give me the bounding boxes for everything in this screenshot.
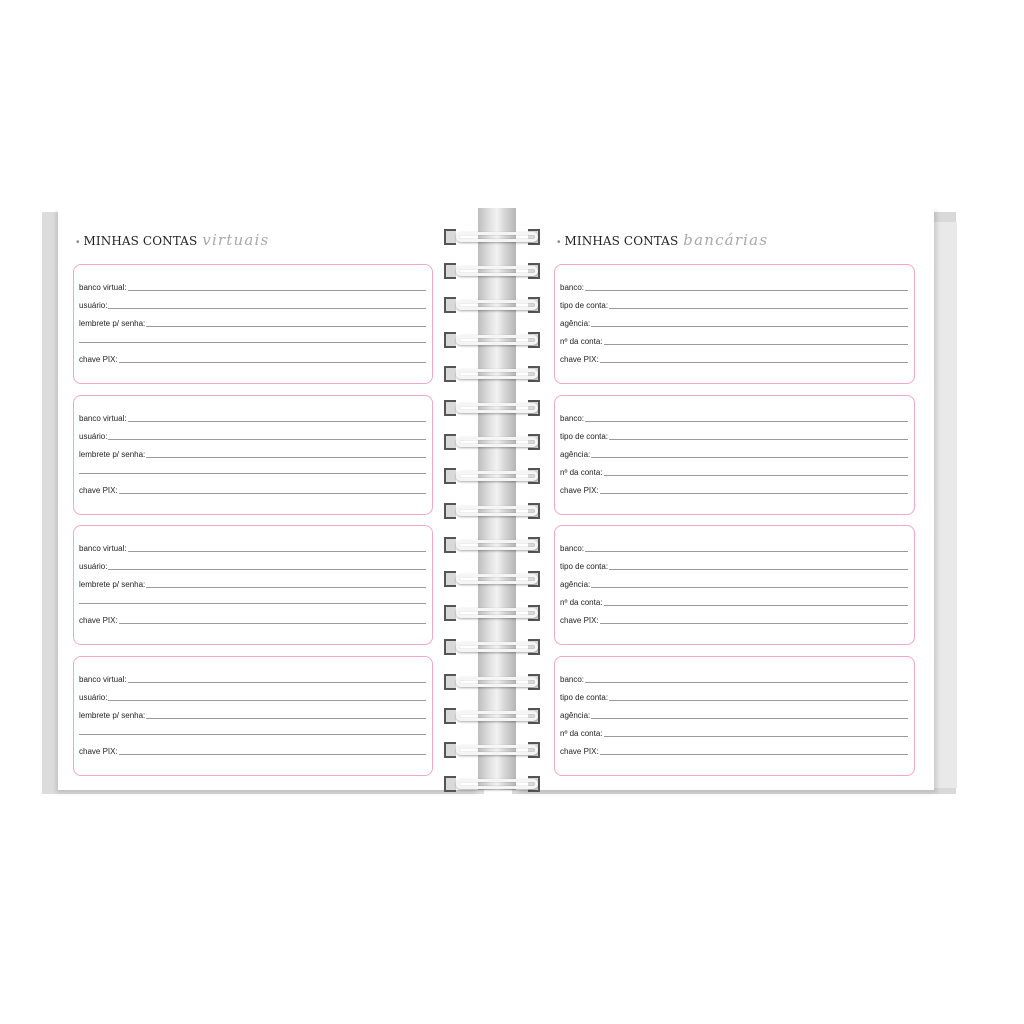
field-label: chave PIX: — [79, 486, 118, 495]
field-label: agência: — [560, 450, 591, 459]
field-row[interactable] — [560, 703, 908, 721]
heading-script-text: bancárias — [683, 231, 769, 249]
field-label: banco virtual: — [79, 675, 127, 684]
bank-account-card — [554, 656, 915, 776]
field-label: agência: — [560, 711, 591, 720]
field-row[interactable] — [560, 572, 908, 590]
field-row[interactable] — [560, 739, 908, 757]
virtual-account-card — [73, 525, 433, 645]
field-row[interactable] — [79, 442, 426, 460]
field-label: usuário: — [79, 301, 108, 310]
field-label: chave PIX: — [560, 616, 599, 625]
field-row[interactable] — [560, 311, 908, 329]
field-label: tipo de conta: — [560, 562, 609, 571]
field-row[interactable] — [560, 554, 908, 572]
field-label: nº da conta: — [560, 337, 603, 346]
binding-spine — [478, 208, 516, 790]
spiral-ring — [444, 332, 540, 348]
field-label: tipo de conta: — [560, 693, 609, 702]
spiral-ring — [444, 400, 540, 416]
blank-line[interactable] — [79, 734, 426, 735]
spiral-ring — [444, 297, 540, 313]
spiral-ring — [444, 434, 540, 450]
field-row[interactable] — [79, 275, 426, 293]
field-row[interactable] — [560, 685, 908, 703]
field-label: lembrete p/ senha: — [79, 711, 146, 720]
field-row[interactable] — [560, 275, 908, 293]
field-row[interactable] — [79, 424, 426, 442]
field-label: nº da conta: — [560, 468, 603, 477]
field-row[interactable] — [560, 406, 908, 424]
field-row[interactable] — [79, 739, 426, 757]
spiral-ring — [444, 503, 540, 519]
left-page-heading — [76, 231, 269, 253]
field-label: agência: — [560, 580, 591, 589]
field-row[interactable] — [79, 536, 426, 554]
spiral-ring — [444, 537, 540, 553]
field-row[interactable] — [79, 478, 426, 496]
field-row[interactable] — [79, 554, 426, 572]
field-row[interactable] — [79, 572, 426, 590]
spiral-ring — [444, 639, 540, 655]
spiral-ring — [444, 776, 540, 792]
field-row[interactable] — [79, 703, 426, 721]
virtual-account-card — [73, 395, 433, 515]
heading-bullet: • — [76, 237, 80, 248]
field-row[interactable] — [560, 442, 908, 460]
blank-line[interactable] — [79, 473, 426, 474]
field-row[interactable] — [79, 667, 426, 685]
field-label: banco virtual: — [79, 414, 127, 423]
field-label: banco virtual: — [79, 283, 127, 292]
field-label: nº da conta: — [560, 729, 603, 738]
field-label: usuário: — [79, 562, 108, 571]
field-label: chave PIX: — [79, 616, 118, 625]
field-label: lembrete p/ senha: — [79, 580, 146, 589]
heading-main-text: MINHAS CONTAS — [83, 234, 198, 248]
spiral-ring — [444, 708, 540, 724]
field-label: tipo de conta: — [560, 301, 609, 310]
field-label: banco: — [560, 544, 585, 553]
field-row[interactable] — [560, 536, 908, 554]
heading-script-text: virtuais — [202, 231, 270, 249]
bank-account-card — [554, 264, 915, 384]
spiral-ring — [444, 263, 540, 279]
field-row[interactable] — [79, 608, 426, 626]
spiral-ring — [444, 366, 540, 382]
field-row[interactable] — [560, 608, 908, 626]
field-row[interactable] — [560, 478, 908, 496]
spiral-ring — [444, 571, 540, 587]
spiral-ring — [444, 674, 540, 690]
field-row[interactable] — [560, 460, 908, 478]
field-label: usuário: — [79, 432, 108, 441]
spiral-ring — [444, 742, 540, 758]
field-row[interactable] — [560, 329, 908, 347]
virtual-account-card — [73, 656, 433, 776]
field-label: lembrete p/ senha: — [79, 450, 146, 459]
heading-main-text: MINHAS CONTAS — [564, 234, 679, 248]
field-label: chave PIX: — [560, 486, 599, 495]
field-label: agência: — [560, 319, 591, 328]
field-row[interactable] — [79, 293, 426, 311]
field-row[interactable] — [79, 347, 426, 365]
heading-bullet: • — [557, 237, 561, 248]
field-label: chave PIX: — [79, 747, 118, 756]
right-page-heading — [557, 231, 768, 253]
field-row[interactable] — [560, 667, 908, 685]
field-row[interactable] — [560, 424, 908, 442]
field-label: tipo de conta: — [560, 432, 609, 441]
field-label: banco: — [560, 414, 585, 423]
spiral-ring — [444, 468, 540, 484]
field-label: banco: — [560, 675, 585, 684]
field-label: usuário: — [79, 693, 108, 702]
field-label: chave PIX: — [560, 747, 599, 756]
field-row[interactable] — [560, 590, 908, 608]
bank-account-card — [554, 525, 915, 645]
bank-account-card — [554, 395, 915, 515]
blank-line[interactable] — [79, 603, 426, 604]
virtual-account-card — [73, 264, 433, 384]
field-label: banco virtual: — [79, 544, 127, 553]
right-page-edges — [930, 222, 957, 788]
field-row[interactable] — [560, 721, 908, 739]
field-label: chave PIX: — [79, 355, 118, 364]
spiral-ring — [444, 605, 540, 621]
field-label: chave PIX: — [560, 355, 599, 364]
field-label: banco: — [560, 283, 585, 292]
field-row[interactable] — [560, 347, 908, 365]
field-label: lembrete p/ senha: — [79, 319, 146, 328]
field-row[interactable] — [79, 685, 426, 703]
spiral-ring — [444, 229, 540, 245]
field-label: nº da conta: — [560, 598, 603, 607]
field-row[interactable] — [79, 311, 426, 329]
field-row[interactable] — [79, 406, 426, 424]
field-row[interactable] — [560, 293, 908, 311]
blank-line[interactable] — [79, 342, 426, 343]
